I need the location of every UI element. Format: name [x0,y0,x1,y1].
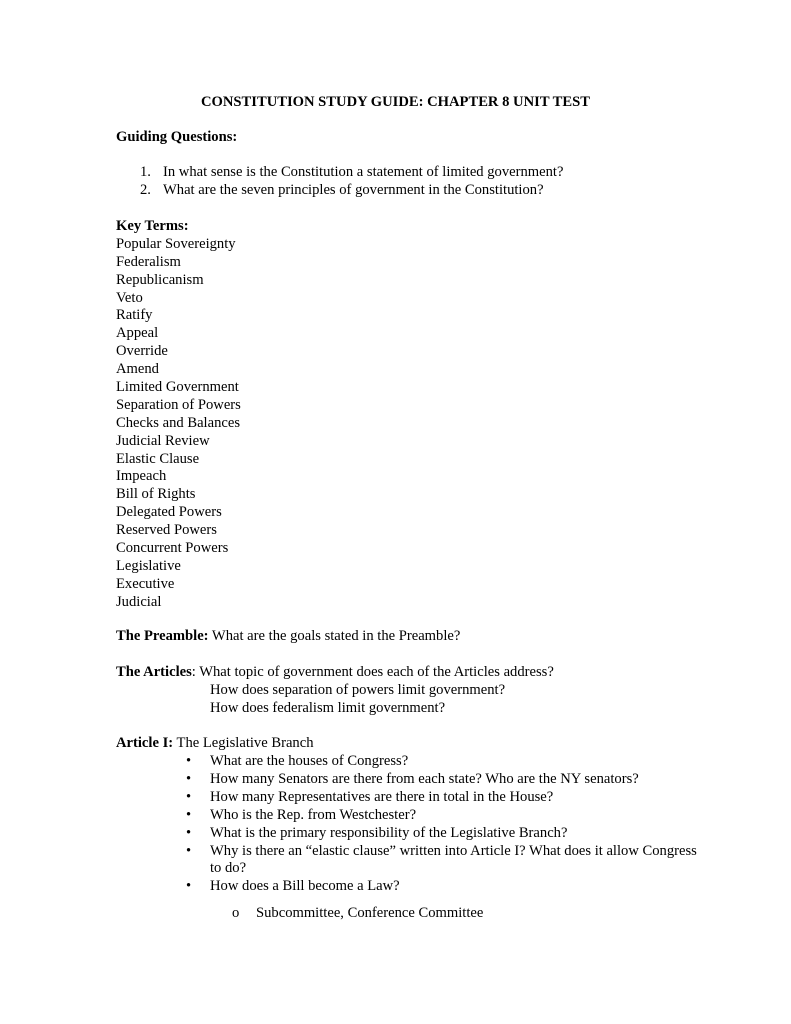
key-terms-heading: Key Terms: [116,218,189,234]
key-term: Limited Government [116,379,239,396]
bullet-text: How many Senators are there from each state? Who are the NY senators? [210,770,639,787]
bullet-icon: • [186,842,192,859]
list-item [186,807,706,825]
key-term: Bill of Rights [116,486,196,503]
key-term: Popular Sovereignty [116,235,236,252]
bullet-icon: • [186,753,192,769]
article-one-sub-list [232,905,483,923]
key-term: Reserved Powers [116,522,217,539]
list-item [186,789,706,807]
key-term: Legislative [116,557,181,574]
articles-question: : What topic of government does each of the Articles address? [191,664,554,680]
list-item [186,843,706,879]
bullet-text: Why is there an “elastic clause” written into Article I? What does it allow Congress to do? [210,842,697,877]
list-item [232,905,483,923]
bullet-icon: • [186,770,192,787]
article-one-subtitle: The Legislative Branch [173,735,314,751]
articles-question-line: How does federalism limit government? [210,700,446,716]
bullet-icon: • [186,788,192,805]
key-terms-list [116,236,241,612]
key-term: Veto [116,289,143,306]
key-term: Ratify [116,307,153,324]
bullet-text: How does a Bill become a Law? [210,878,400,895]
list-number: 1. [140,164,151,180]
key-term: Override [116,343,168,360]
key-term: Checks and Balances [116,414,241,431]
bullet-icon: • [186,806,192,823]
key-term: Appeal [116,325,159,342]
list-item [186,753,706,771]
preamble-question: What are the goals stated in the Preamble? [208,628,461,644]
key-terms-section [116,218,241,612]
key-term: Concurrent Powers [116,540,229,557]
article-one-section [116,735,314,753]
list-item [140,182,563,200]
key-term: Elastic Clause [116,450,200,467]
key-term: Federalism [116,253,181,270]
guiding-questions-list [140,164,563,200]
list-item [140,164,563,182]
question-text: What are the seven principles of government in the Constitution? [163,181,544,198]
article-one-bullet-list [186,753,706,896]
bullet-icon: • [186,824,192,841]
key-term: Executive [116,575,175,592]
list-item [186,825,706,843]
articles-section [116,664,554,682]
key-term: Impeach [116,468,167,485]
key-term: Judicial Review [116,432,210,449]
list-number: 2. [140,181,151,198]
bullet-text: What are the houses of Congress? [210,753,409,769]
preamble-section [116,628,460,646]
key-term: Amend [116,361,159,378]
articles-heading: The Articles [116,664,192,680]
key-term: Republicanism [116,271,204,288]
article-one-heading: Article I: [116,735,174,751]
circle-bullet-icon: o [232,905,240,921]
bullet-text: What is the primary responsibility of the Legislative Branch? [210,824,568,841]
bullet-text: Who is the Rep. from Westchester? [210,806,417,823]
list-item [186,771,706,789]
key-term: Delegated Powers [116,504,222,521]
bullet-text: How many Representatives are there in total in the House? [210,788,554,805]
sub-bullet-text: Subcommittee, Conference Committee [256,905,484,921]
list-item [186,878,706,896]
preamble-heading: The Preamble: [116,628,209,644]
articles-question-line: How does separation of powers limit government? [210,682,506,698]
bullet-icon: • [186,878,192,895]
document-title: CONSTITUTION STUDY GUIDE: CHAPTER 8 UNIT TEST [201,94,590,110]
question-text: In what sense is the Constitution a statement of limited government? [163,164,564,180]
guiding-questions-heading: Guiding Questions: [116,129,238,145]
key-term: Separation of Powers [116,396,241,413]
key-term: Judicial [116,593,162,610]
